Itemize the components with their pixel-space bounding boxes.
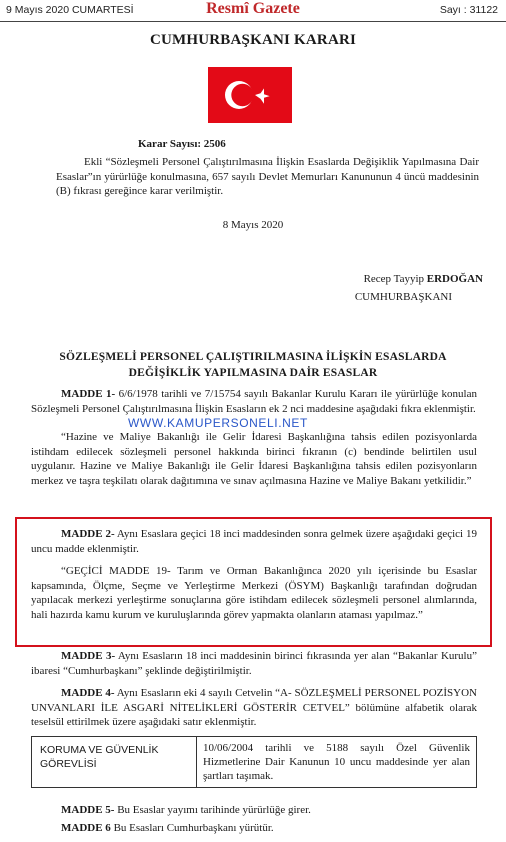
- turkish-flag-icon: [208, 67, 292, 123]
- article-2-quote: “GEÇİCİ MADDE 19- Tarım ve Orman Bakanlığınca 2020 yılı içerisinde bu Esaslar kapsamında, Ölçme, Seçme ve Yerleştirme Merkezi (ÖSYM) Başkanlığı tarafından doğrudan yapılacak merkezi yerleştirme sonuçlarına göre istihdam edilecek sözleşmeli personel alımlarında, hali hazırda kamu kurum ve kuruluşlarında görev yapmakta olanların ataması yapılmaz.”: [31, 565, 477, 621]
- gazette-date: 9 Mayıs 2020 CUMARTESİ: [6, 4, 134, 16]
- gazette-issue-number: Sayı : 31122: [439, 4, 498, 16]
- article-5: MADDE 5- Bu Esaslar yayımı tarihinde yürürlüğe girer.: [61, 804, 311, 816]
- signer-name: Recep Tayyip ERDOĞAN: [363, 273, 483, 285]
- section-title: SÖZLEŞMELİ PERSONEL ÇALIŞTIRILMASINA İLİŞKİN ESASLARDA DEĞİŞİKLİK YAPILMASINA DAİR ESASLAR: [59, 351, 447, 379]
- document-title: CUMHURBAŞKANI KARARI: [149, 32, 357, 48]
- article-3: MADDE 3- Aynı Esasların 18 inci maddesinin birinci fıkrasında yer alan “Bakanlar Kurulu” ibaresi “Cumhurbaşkanı” şeklinde değiştirilmiştir.: [31, 650, 477, 677]
- article-1-quote: “Hazine ve Maliye Bakanlığı ile Gelir İdaresi Başkanlığına tahsis edilen pozisyonlarda istihdam edilecek sözleşmeli personel hakkında birinci fıkranın (c) bendinde belirtilen usul uygulanır. Hazine ve Maliye Bakanlığı ile Gelir İdaresi Başkanlığına tahsis edilen pozisyonların merkez ve taşra teşkilatı olarak dağıtımına ve sınav açılmasına Hazine ve Maliye Bakanı yetkilidir.”: [31, 431, 477, 487]
- position-requirement-cell: 10/06/2004 tarihli ve 5188 sayılı Özel Güvenlik Hizmetlerine Dair Kanunun 10 uncu maddesinde yer alan şartları taşımak.: [203, 742, 470, 782]
- article-2: MADDE 2- Aynı Esaslara geçici 18 inci maddesinden sonra gelmek üzere aşağıdaki geçici 19 uncu madde eklenmiştir.: [31, 528, 477, 555]
- gazette-title: Resmî Gazete: [206, 0, 300, 17]
- decision-body: Ekli “Sözleşmeli Personel Çalıştırılmasına İlişkin Esaslarda Değişiklik Yapılmasına Dair Esaslar”ın yürürlüğe konulmasına, 657 sayılı Devlet Memurları Kanununun 4 üncü maddesinin (B) fıkrası gereğince karar verilmiştir.: [56, 156, 479, 198]
- signer-title: CUMHURBAŞKANI: [354, 291, 452, 303]
- watermark-url: WWW.KAMUPERSONELI.NET: [128, 416, 308, 430]
- article-4: MADDE 4- Aynı Esasların eki 4 sayılı Cetvelin “A- SÖZLEŞMELİ PERSONEL POZİSYON UNVANLARI İLE ASGARİ NİTELİKLERİ GÖSTERİR CETVEL” bölümüne alfabetik olarak teselsül ettirilmek üzere aşağıdaki satır eklenmiştir.: [31, 687, 477, 729]
- article-6: MADDE 6 Bu Esasları Cumhurbaşkanı yürütür.: [61, 822, 274, 834]
- decision-date: 8 Mayıs 2020: [222, 219, 284, 231]
- position-title-cell: KORUMA VE GÜVENLİK GÖREVLİSİ: [32, 737, 197, 787]
- position-table: [31, 736, 477, 788]
- article-1: MADDE 1- 6/6/1978 tarihli ve 7/15754 sayılı Bakanlar Kurulu Kararı ile yürürlüğe konulan Sözleşmeli Personel Çalıştırılmasına İlişkin Esasların ek 2 nci maddesine aşağıdaki fıkra eklenmiştir.: [31, 388, 477, 415]
- decision-number: Karar Sayısı: 2506: [138, 138, 226, 150]
- gazette-header: [0, 0, 506, 22]
